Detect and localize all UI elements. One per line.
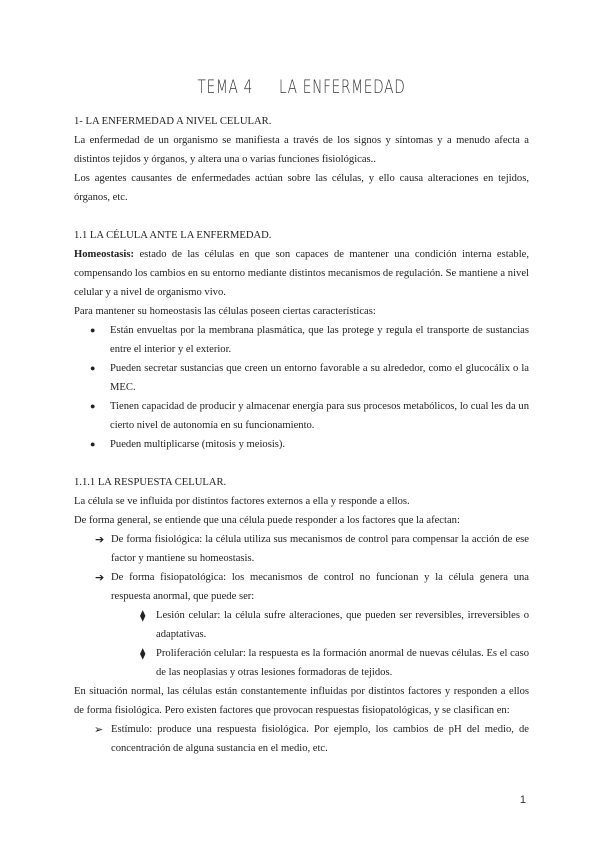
section-1-1-intro: Para mantener su homeostasis las células poseen ciertas características:: [74, 306, 376, 317]
section-1-1-1-paragraph-1: La célula se ve influida por distintos factores externos a ella y responde a ellos.: [74, 496, 410, 507]
list-item: ● Tienen capacidad de producir y almacenar energía para sus procesos metabólicos, lo cual les da un cierto nivel de autonomía en su funcionamiento.: [74, 397, 529, 435]
section-1-1-heading: 1.1 LA CÉLULA ANTE LA ENFERMEDAD.: [74, 230, 272, 241]
homeostasis-definition: [74, 245, 529, 302]
factor-types-list: [74, 720, 529, 758]
response-types-list: [74, 530, 529, 606]
bullet-icon: ●: [90, 363, 96, 373]
list-item: ● Están envueltas por la membrana plasmática, que las protege y regula el transporte de sustancias entre el interior y el exterior.: [74, 321, 529, 359]
list-item: ➔ De forma fisiológica: la célula utiliza sus mecanismos de control para compensar la acción de ese factor y mantiene su homeostasis.: [74, 530, 529, 568]
list-item: ● Pueden secretar sustancias que creen un entorno favorable a su alrededor, como el glucocálix o la MEC.: [74, 359, 529, 397]
list-item: ➔ De forma fisiopatológica: los mecanismos de control no funcionan y la célula genera una respuesta anormal, que puede ser:: [74, 568, 529, 606]
homeostasis-text: estado de las células en que son capaces de mantener una condición interna estable, compensando los cambios en su entorno mediante distintos mecanismos de regulación. Se mantiene a nivel celular y a nivel de organismo vivo.: [74, 249, 529, 298]
page-title: [138, 74, 466, 100]
list-item: ⧫ Lesión celular: la célula sufre alteraciones, que pueden ser reversibles, irreversibles o adaptativas.: [74, 606, 529, 644]
page-number: 1: [519, 794, 526, 806]
characteristics-list: [74, 321, 529, 454]
section-1-paragraph-2: Los agentes causantes de enfermedades actúan sobre las células, y ello causa alteraciones en tejidos, órganos, etc.: [74, 173, 529, 203]
title-name: LA ENFERMEDAD: [278, 76, 406, 98]
section-1-paragraph-1: La enfermedad de un organismo se manifiesta a través de los signos y síntomas y a menudo afecta a distintos tejidos y órganos, y altera una o varias funciones fisiológicas..: [74, 135, 529, 165]
list-item: ⧫ Proliferación celular: la respuesta es la formación anormal de nuevas células. Es el caso de las neoplasias y otras lesiones formadoras de tejidos.: [74, 644, 529, 682]
homeostasis-term: Homeostasis:: [74, 249, 135, 260]
section-1-heading: 1- LA ENFERMEDAD A NIVEL CELULAR.: [74, 116, 272, 127]
diamond-icon: ⧫: [140, 609, 146, 622]
section-1-1-1-paragraph-3: En situación normal, las células están constantemente influidas por distintos factores y responden a ellos de forma fisiológica. Pero existen factores que provocan respuestas fisiopatológicas, y se clasifican en:: [74, 686, 529, 716]
list-item: ● Pueden multiplicarse (mitosis y meiosis).: [74, 435, 529, 454]
bullet-icon: ●: [90, 401, 96, 411]
triangle-arrow-icon: ➢: [94, 723, 104, 736]
arrow-right-icon: ➔: [95, 571, 105, 584]
list-item: ➢ Estímulo: produce una respuesta fisiológica. Por ejemplo, los cambios de pH del medio, de concentración de alguna sustancia en el medio, etc.: [74, 720, 529, 758]
bullet-icon: ●: [90, 439, 96, 449]
diamond-icon: ⧫: [140, 647, 146, 660]
bullet-icon: ●: [90, 325, 96, 335]
section-1-1-1-paragraph-2: De forma general, se entiende que una célula puede responder a los factores que la afectan:: [74, 515, 460, 526]
title-tema: TEMA 4: [197, 76, 254, 98]
pathological-response-list: [74, 606, 529, 682]
section-1-1-1-heading: 1.1.1 LA RESPUESTA CELULAR.: [74, 477, 227, 488]
document-page: [74, 74, 529, 758]
arrow-right-icon: ➔: [95, 533, 105, 546]
